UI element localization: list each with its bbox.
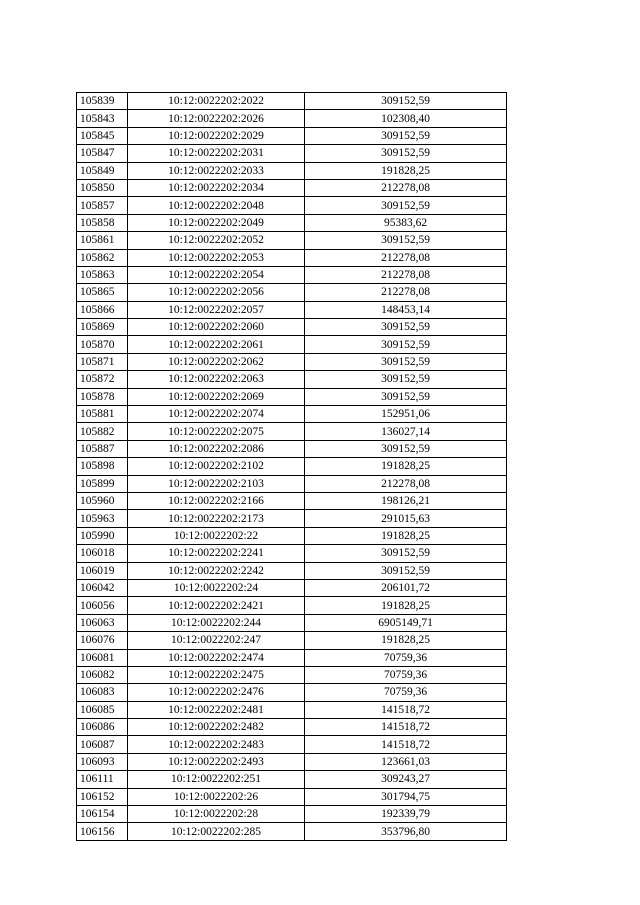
table-row bbox=[77, 510, 507, 527]
row-id-cell: 106063 bbox=[77, 614, 128, 631]
value-cell: 191828,25 bbox=[305, 597, 507, 614]
table-row bbox=[77, 475, 507, 492]
table-row bbox=[77, 162, 507, 179]
value-cell: 141518,72 bbox=[305, 736, 507, 753]
table-row bbox=[77, 145, 507, 162]
table-body bbox=[77, 93, 507, 841]
value-cell: 309152,59 bbox=[305, 371, 507, 388]
row-id-cell: 106085 bbox=[77, 701, 128, 718]
cadastral-number-cell: 10:12:0022202:2493 bbox=[128, 753, 305, 770]
value-cell: 291015,63 bbox=[305, 510, 507, 527]
table-row bbox=[77, 127, 507, 144]
table-row bbox=[77, 649, 507, 666]
row-id-cell: 105990 bbox=[77, 527, 128, 544]
row-id-cell: 106019 bbox=[77, 562, 128, 579]
document-page bbox=[76, 92, 507, 841]
table-row bbox=[77, 823, 507, 840]
row-id-cell: 106087 bbox=[77, 736, 128, 753]
cadastral-number-cell: 10:12:0022202:2482 bbox=[128, 719, 305, 736]
value-cell: 309152,59 bbox=[305, 232, 507, 249]
row-id-cell: 106152 bbox=[77, 788, 128, 805]
cadastral-number-cell: 10:12:0022202:2241 bbox=[128, 545, 305, 562]
value-cell: 191828,25 bbox=[305, 458, 507, 475]
row-id-cell: 105865 bbox=[77, 284, 128, 301]
cadastral-number-cell: 10:12:0022202:2062 bbox=[128, 353, 305, 370]
row-id-cell: 106082 bbox=[77, 666, 128, 683]
row-id-cell: 105861 bbox=[77, 232, 128, 249]
row-id-cell: 106083 bbox=[77, 684, 128, 701]
row-id-cell: 105872 bbox=[77, 371, 128, 388]
value-cell: 212278,08 bbox=[305, 179, 507, 196]
row-id-cell: 106156 bbox=[77, 823, 128, 840]
value-cell: 309152,59 bbox=[305, 145, 507, 162]
value-cell: 152951,06 bbox=[305, 406, 507, 423]
value-cell: 309152,59 bbox=[305, 440, 507, 457]
cadastral-number-cell: 10:12:0022202:28 bbox=[128, 806, 305, 823]
value-cell: 212278,08 bbox=[305, 249, 507, 266]
value-cell: 212278,08 bbox=[305, 475, 507, 492]
cadastral-number-cell: 10:12:0022202:2052 bbox=[128, 232, 305, 249]
cadastral-number-cell: 10:12:0022202:2026 bbox=[128, 110, 305, 127]
cadastral-number-cell: 10:12:0022202:2033 bbox=[128, 162, 305, 179]
cadastral-number-cell: 10:12:0022202:2421 bbox=[128, 597, 305, 614]
cadastral-number-cell: 10:12:0022202:2049 bbox=[128, 214, 305, 231]
table-row bbox=[77, 319, 507, 336]
cadastral-number-cell: 10:12:0022202:2061 bbox=[128, 336, 305, 353]
value-cell: 301794,75 bbox=[305, 788, 507, 805]
row-id-cell: 105843 bbox=[77, 110, 128, 127]
table-row bbox=[77, 179, 507, 196]
cadastral-number-cell: 10:12:0022202:2069 bbox=[128, 388, 305, 405]
row-id-cell: 105898 bbox=[77, 458, 128, 475]
value-cell: 141518,72 bbox=[305, 719, 507, 736]
cadastral-number-cell: 10:12:0022202:2057 bbox=[128, 301, 305, 318]
value-cell: 102308,40 bbox=[305, 110, 507, 127]
table-row bbox=[77, 440, 507, 457]
value-cell: 309152,59 bbox=[305, 336, 507, 353]
row-id-cell: 105869 bbox=[77, 319, 128, 336]
value-cell: 353796,80 bbox=[305, 823, 507, 840]
row-id-cell: 106086 bbox=[77, 719, 128, 736]
cadastral-number-cell: 10:12:0022202:2022 bbox=[128, 93, 305, 110]
cadastral-number-cell: 10:12:0022202:2481 bbox=[128, 701, 305, 718]
row-id-cell: 105871 bbox=[77, 353, 128, 370]
cadastral-number-cell: 10:12:0022202:2048 bbox=[128, 197, 305, 214]
table-row bbox=[77, 353, 507, 370]
row-id-cell: 105863 bbox=[77, 266, 128, 283]
table-row bbox=[77, 788, 507, 805]
cadastral-number-cell: 10:12:0022202:26 bbox=[128, 788, 305, 805]
value-cell: 198126,21 bbox=[305, 492, 507, 509]
cadastral-number-cell: 10:12:0022202:2063 bbox=[128, 371, 305, 388]
table-row bbox=[77, 336, 507, 353]
value-cell: 192339,79 bbox=[305, 806, 507, 823]
table-row bbox=[77, 110, 507, 127]
value-cell: 136027,14 bbox=[305, 423, 507, 440]
row-id-cell: 106154 bbox=[77, 806, 128, 823]
table-row bbox=[77, 719, 507, 736]
value-cell: 309152,59 bbox=[305, 562, 507, 579]
value-cell: 191828,25 bbox=[305, 632, 507, 649]
cadastral-number-cell: 10:12:0022202:2054 bbox=[128, 266, 305, 283]
value-cell: 141518,72 bbox=[305, 701, 507, 718]
row-id-cell: 105881 bbox=[77, 406, 128, 423]
cadastral-value-table bbox=[76, 92, 507, 841]
table-row bbox=[77, 249, 507, 266]
table-row bbox=[77, 545, 507, 562]
row-id-cell: 106018 bbox=[77, 545, 128, 562]
table-row bbox=[77, 701, 507, 718]
value-cell: 309152,59 bbox=[305, 545, 507, 562]
row-id-cell: 105847 bbox=[77, 145, 128, 162]
row-id-cell: 105845 bbox=[77, 127, 128, 144]
value-cell: 212278,08 bbox=[305, 266, 507, 283]
table-row bbox=[77, 684, 507, 701]
cadastral-number-cell: 10:12:0022202:2060 bbox=[128, 319, 305, 336]
table-row bbox=[77, 388, 507, 405]
value-cell: 212278,08 bbox=[305, 284, 507, 301]
value-cell: 309243,27 bbox=[305, 771, 507, 788]
table-row bbox=[77, 266, 507, 283]
table-row bbox=[77, 806, 507, 823]
value-cell: 206101,72 bbox=[305, 579, 507, 596]
row-id-cell: 105960 bbox=[77, 492, 128, 509]
row-id-cell: 105849 bbox=[77, 162, 128, 179]
cadastral-number-cell: 10:12:0022202:2031 bbox=[128, 145, 305, 162]
table-row bbox=[77, 93, 507, 110]
cadastral-number-cell: 10:12:0022202:24 bbox=[128, 579, 305, 596]
row-id-cell: 106093 bbox=[77, 753, 128, 770]
table-row bbox=[77, 632, 507, 649]
row-id-cell: 106111 bbox=[77, 771, 128, 788]
cadastral-number-cell: 10:12:0022202:2173 bbox=[128, 510, 305, 527]
cadastral-number-cell: 10:12:0022202:22 bbox=[128, 527, 305, 544]
table-row bbox=[77, 301, 507, 318]
table-row bbox=[77, 458, 507, 475]
row-id-cell: 105857 bbox=[77, 197, 128, 214]
value-cell: 309152,59 bbox=[305, 127, 507, 144]
row-id-cell: 105862 bbox=[77, 249, 128, 266]
row-id-cell: 105963 bbox=[77, 510, 128, 527]
cadastral-number-cell: 10:12:0022202:251 bbox=[128, 771, 305, 788]
cadastral-number-cell: 10:12:0022202:2474 bbox=[128, 649, 305, 666]
table-row bbox=[77, 666, 507, 683]
cadastral-number-cell: 10:12:0022202:2053 bbox=[128, 249, 305, 266]
row-id-cell: 105899 bbox=[77, 475, 128, 492]
value-cell: 309152,59 bbox=[305, 353, 507, 370]
table-row bbox=[77, 423, 507, 440]
row-id-cell: 105878 bbox=[77, 388, 128, 405]
table-row bbox=[77, 406, 507, 423]
value-cell: 309152,59 bbox=[305, 388, 507, 405]
value-cell: 309152,59 bbox=[305, 319, 507, 336]
cadastral-number-cell: 10:12:0022202:2074 bbox=[128, 406, 305, 423]
table-row bbox=[77, 597, 507, 614]
table-row bbox=[77, 232, 507, 249]
table-row bbox=[77, 371, 507, 388]
table-row bbox=[77, 753, 507, 770]
value-cell: 309152,59 bbox=[305, 93, 507, 110]
table-row bbox=[77, 736, 507, 753]
value-cell: 309152,59 bbox=[305, 197, 507, 214]
cadastral-number-cell: 10:12:0022202:2475 bbox=[128, 666, 305, 683]
value-cell: 70759,36 bbox=[305, 666, 507, 683]
table-row bbox=[77, 284, 507, 301]
value-cell: 70759,36 bbox=[305, 649, 507, 666]
cadastral-number-cell: 10:12:0022202:2483 bbox=[128, 736, 305, 753]
row-id-cell: 105870 bbox=[77, 336, 128, 353]
cadastral-number-cell: 10:12:0022202:2056 bbox=[128, 284, 305, 301]
cadastral-number-cell: 10:12:0022202:2075 bbox=[128, 423, 305, 440]
row-id-cell: 105887 bbox=[77, 440, 128, 457]
value-cell: 95383,62 bbox=[305, 214, 507, 231]
cadastral-number-cell: 10:12:0022202:244 bbox=[128, 614, 305, 631]
value-cell: 123661,03 bbox=[305, 753, 507, 770]
value-cell: 70759,36 bbox=[305, 684, 507, 701]
table-row bbox=[77, 214, 507, 231]
value-cell: 148453,14 bbox=[305, 301, 507, 318]
cadastral-number-cell: 10:12:0022202:2166 bbox=[128, 492, 305, 509]
value-cell: 191828,25 bbox=[305, 162, 507, 179]
table-row bbox=[77, 197, 507, 214]
row-id-cell: 105858 bbox=[77, 214, 128, 231]
row-id-cell: 106076 bbox=[77, 632, 128, 649]
cadastral-number-cell: 10:12:0022202:247 bbox=[128, 632, 305, 649]
table-row bbox=[77, 771, 507, 788]
cadastral-number-cell: 10:12:0022202:2476 bbox=[128, 684, 305, 701]
value-cell: 6905149,71 bbox=[305, 614, 507, 631]
row-id-cell: 106056 bbox=[77, 597, 128, 614]
value-cell: 191828,25 bbox=[305, 527, 507, 544]
cadastral-number-cell: 10:12:0022202:285 bbox=[128, 823, 305, 840]
table-row bbox=[77, 614, 507, 631]
row-id-cell: 105839 bbox=[77, 93, 128, 110]
table-row bbox=[77, 527, 507, 544]
cadastral-number-cell: 10:12:0022202:2242 bbox=[128, 562, 305, 579]
cadastral-number-cell: 10:12:0022202:2103 bbox=[128, 475, 305, 492]
row-id-cell: 106081 bbox=[77, 649, 128, 666]
cadastral-number-cell: 10:12:0022202:2102 bbox=[128, 458, 305, 475]
table-row bbox=[77, 562, 507, 579]
row-id-cell: 105866 bbox=[77, 301, 128, 318]
cadastral-number-cell: 10:12:0022202:2034 bbox=[128, 179, 305, 196]
row-id-cell: 105850 bbox=[77, 179, 128, 196]
cadastral-number-cell: 10:12:0022202:2029 bbox=[128, 127, 305, 144]
cadastral-number-cell: 10:12:0022202:2086 bbox=[128, 440, 305, 457]
row-id-cell: 106042 bbox=[77, 579, 128, 596]
table-row bbox=[77, 579, 507, 596]
row-id-cell: 105882 bbox=[77, 423, 128, 440]
table-row bbox=[77, 492, 507, 509]
